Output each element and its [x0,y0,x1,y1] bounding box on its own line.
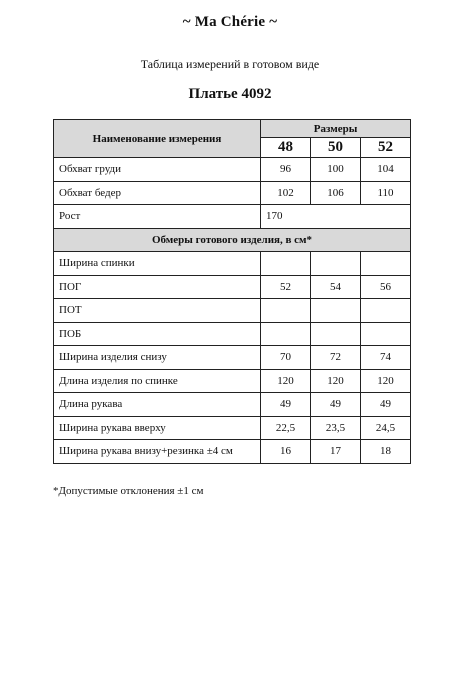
row-value: 18 [361,440,411,464]
row-value: 49 [311,393,361,417]
row-value: 100 [311,158,361,182]
row-label: Ширина спинки [54,252,261,276]
row-value: 74 [361,346,411,370]
row-value: 104 [361,158,411,182]
row-value [361,252,411,276]
table-row [54,416,411,440]
size-header: 48 [261,138,311,158]
row-value: 72 [311,346,361,370]
row-value [311,299,361,323]
row-value: 54 [311,275,361,299]
size-header: 50 [311,138,361,158]
row-value: 120 [361,369,411,393]
row-label: Ширина изделия снизу [54,346,261,370]
row-value: 170 [261,205,411,229]
row-label: Рост [54,205,261,229]
row-value: 49 [261,393,311,417]
row-value: 23,5 [311,416,361,440]
measurement-table [53,119,411,464]
row-value: 49 [361,393,411,417]
table-row [54,440,411,464]
table-row [54,252,411,276]
row-label: Обхват груди [54,158,261,182]
table-row [54,181,411,205]
row-value: 52 [261,275,311,299]
row-value: 120 [261,369,311,393]
row-value [361,299,411,323]
row-label: Длина изделия по спинке [54,369,261,393]
table-row [54,158,411,182]
row-value: 56 [361,275,411,299]
row-value [311,252,361,276]
header-measurement-name: Наименование измерения [54,120,261,158]
table-row [54,275,411,299]
row-value: 96 [261,158,311,182]
row-value: 102 [261,181,311,205]
product-title: Платье 4092 [188,86,272,102]
table-row [54,346,411,370]
row-label: Ширина рукава внизу+резинка ±4 см [54,440,261,464]
table-row [54,393,411,417]
table-subtitle: Таблица измерений в готовом виде [140,57,320,71]
row-value: 16 [261,440,311,464]
row-value: 110 [361,181,411,205]
row-value: 22,5 [261,416,311,440]
row-value: 70 [261,346,311,370]
table-row [54,299,411,323]
row-value: 24,5 [361,416,411,440]
row-label: Ширина рукава вверху [54,416,261,440]
tolerance-note: *Допустимые отклонения ±1 см [53,485,204,497]
brand-title: ~ Ma Chérie ~ [182,14,278,30]
row-value: 120 [311,369,361,393]
row-label: ПОБ [54,322,261,346]
table-row [54,205,411,229]
header-sizes: Размеры [261,120,411,138]
table-row [54,322,411,346]
table-row [54,369,411,393]
row-value [261,322,311,346]
row-value [311,322,361,346]
row-label: ПОТ [54,299,261,323]
row-label: Обхват бедер [54,181,261,205]
size-header: 52 [361,138,411,158]
row-value: 17 [311,440,361,464]
row-value: 106 [311,181,361,205]
row-value [261,252,311,276]
row-label: Длина рукава [54,393,261,417]
row-value [361,322,411,346]
row-label: ПОГ [54,275,261,299]
section-title: Обмеры готового изделия, в см* [54,228,411,252]
row-value [261,299,311,323]
